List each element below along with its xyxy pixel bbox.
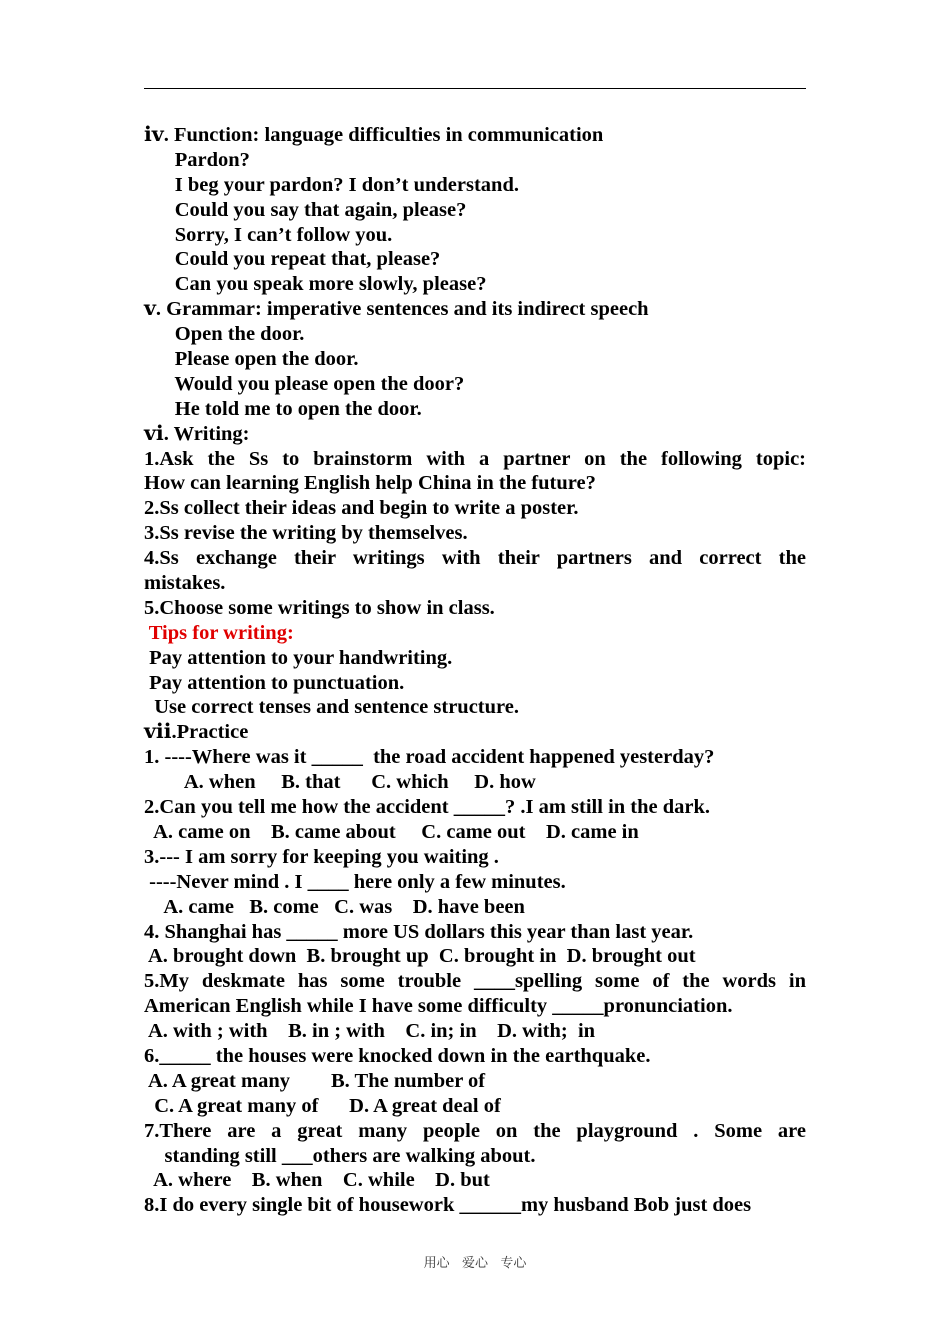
grammar-example: Open the door. [144,323,305,346]
practice-question: 4. Shanghai has _____ more US dollars this year than last year. [144,920,694,943]
grammar-example: He told me to open the door. [144,397,422,420]
practice-question: American English while I have some difficulty _____pronunciation. [144,995,733,1018]
section-vii-heading: ⅶ.Practice [144,721,249,744]
practice-question: 8.I do every single bit of housework ______my husband Bob just does [144,1194,752,1217]
practice-question: 6._____ the houses were knocked down in the earthquake. [144,1044,651,1067]
grammar-example: Would you please open the door? [144,372,465,395]
grammar-example: Please open the door. [144,348,359,371]
section-v-heading: ⅴ. Grammar: imperative sentences and its indirect speech [144,298,649,321]
tips-heading: Tips for writing: [144,621,294,644]
page-footer: 用心 爱心 专心 [423,1256,527,1271]
practice-options: C. A great many of D. A great deal of [144,1094,501,1117]
practice-question: 2.Can you tell me how the accident _____? .I am still in the dark. [144,796,711,819]
practice-options: A. brought down B. brought up C. brought in D. brought out [144,945,696,968]
section-iv-heading: ⅳ. Function: language difficulties in communication [144,124,604,146]
practice-options: A. where B. when C. while D. but [144,1169,490,1192]
function-phrase: Sorry, I can’t follow you. [144,223,393,246]
practice-question: 1. ----Where was it _____ the road accident happened yesterday? [144,746,715,769]
document-body [144,123,806,1218]
practice-options: A. came on B. came about C. came out D. came in [144,820,639,843]
writing-step: 4.Ss exchange their writings with their partners and correct the [144,547,806,570]
writing-step: 5.Choose some writings to show in class. [144,596,495,619]
tip-item: Use correct tenses and sentence structure. [144,696,519,719]
header-rule [144,88,806,89]
function-phrase: Can you speak more slowly, please? [144,273,487,296]
practice-question: 7.There are a great many people on the playground . Some are [144,1119,806,1142]
tip-item: Pay attention to punctuation. [144,671,405,694]
function-phrase: Could you say that again, please? [144,198,467,221]
practice-options: A. when B. that C. which D. how [144,771,536,794]
writing-step: 1.Ask the Ss to brainstorm with a partner on the following topic: [144,447,806,470]
practice-question: ----Never mind . I ____ here only a few minutes. [144,870,566,893]
writing-step: 3.Ss revise the writing by themselves. [144,522,468,545]
practice-options: A. A great many B. The number of [144,1069,486,1092]
tip-item: Pay attention to your handwriting. [144,646,453,669]
practice-question: standing still ___others are walking about. [144,1144,536,1167]
practice-options: A. came B. come C. was D. have been [144,895,525,918]
writing-step: mistakes. [144,572,226,595]
section-vi-heading: ⅵ. Writing: [144,422,250,445]
practice-question: 3.--- I am sorry for keeping you waiting . [144,845,499,868]
function-phrase: Pardon? [144,148,250,171]
practice-options: A. with ; with B. in ; with C. in; in D. with; in [144,1020,596,1043]
practice-question: 5.My deskmate has some trouble ____spelling some of the words in [144,970,806,993]
writing-step: 2.Ss collect their ideas and begin to write a poster. [144,497,579,520]
writing-step: How can learning English help China in the future? [144,472,596,495]
function-phrase: I beg your pardon? I don’t understand. [144,173,519,196]
function-phrase: Could you repeat that, please? [144,248,441,271]
